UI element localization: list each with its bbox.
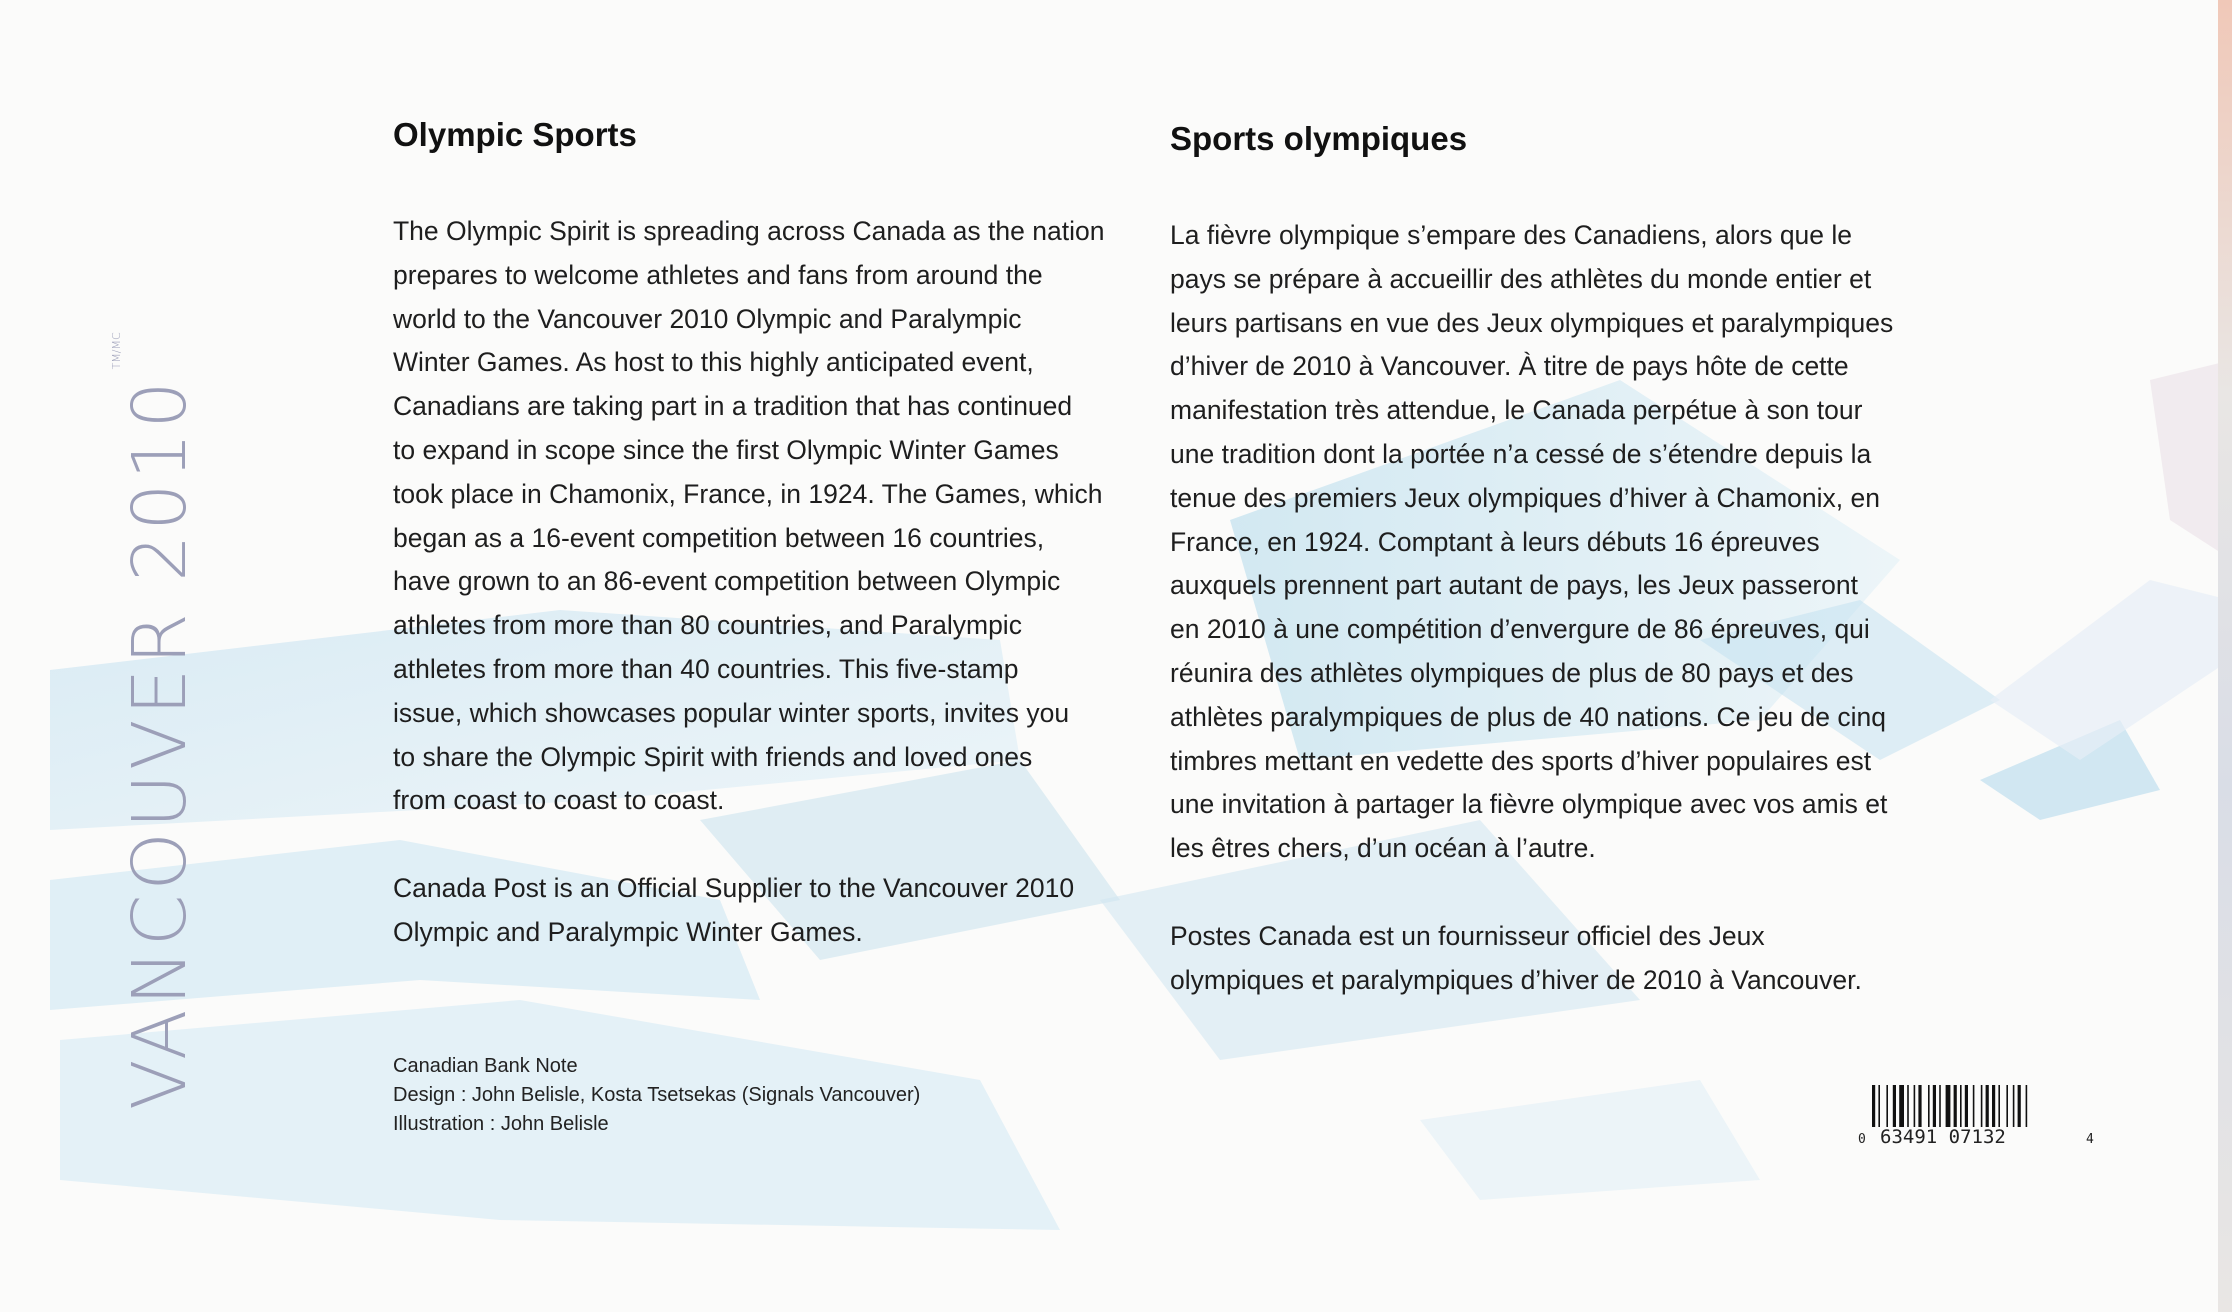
barcode-digits: 63491 07132: [1880, 1126, 2006, 1145]
english-body-line: to expand in scope since the first Olympic Winter Games: [393, 434, 1059, 465]
english-body-line: Winter Games. As host to this highly anticipated event,: [393, 347, 1034, 378]
english-column: [393, 116, 1153, 955]
english-body-line: began as a 16-event competition between 16 countries,: [393, 522, 1045, 553]
credits: [393, 1052, 920, 1139]
french-supplier-line: Postes Canada est un fournisseur officiel des Jeux: [1170, 920, 1765, 951]
vancouver-2010-logo: [110, 332, 210, 1110]
french-body-line: auxquels prennent part autant de pays, les Jeux passeront: [1170, 570, 1858, 601]
torn-edge: [2218, 0, 2232, 1312]
english-body-line: have grown to an 86-event competition between Olympic: [393, 566, 1061, 597]
english-body-line: Canadians are taking part in a tradition that has continued: [393, 391, 1073, 422]
french-supplier-note: [1170, 915, 1970, 1003]
english-body-line: from coast to coast to coast.: [393, 785, 725, 816]
barcode: [1858, 1085, 2094, 1145]
english-body-line: The Olympic Spirit is spreading across Canada as the nation: [393, 216, 1105, 246]
english-body-line: world to the Vancouver 2010 Olympic and Paralympic: [393, 303, 1022, 334]
design-credit: Design : John Belisle, Kosta Tsetsekas (Signals Vancouver): [393, 1084, 921, 1106]
french-body-line: en 2010 à une compétition d’envergure de 86 épreuves, qui: [1170, 614, 1870, 645]
printer-credit: Canadian Bank Note: [393, 1055, 578, 1077]
french-body-line: pays se prépare à accueillir des athlètes du monde entier et: [1170, 263, 1872, 294]
french-body-line: athlètes paralympiques de plus de 40 nations. Ce jeu de cinq: [1170, 701, 1886, 732]
barcode-left-digit: 0: [1858, 1132, 1866, 1145]
french-body-line: France, en 1924. Comptant à leurs débuts 16 épreuves: [1170, 526, 1820, 557]
french-body-line: leurs partisans en vue des Jeux olympiques et paralympiques: [1170, 307, 1894, 338]
english-body-line: took place in Chamonix, France, in 1924. The Games, which: [393, 478, 1103, 509]
english-body-line: athletes from more than 80 countries, and Paralympic: [393, 610, 1022, 641]
barcode-bars: [1872, 1085, 2027, 1127]
english-supplier-line: Canada Post is an Official Supplier to the Vancouver 2010: [393, 873, 1075, 904]
illustration-credit: Illustration : John Belisle: [393, 1113, 609, 1135]
french-body-line: réunira des athlètes olympiques de plus de 80 pays et des: [1170, 657, 1854, 688]
barcode-right-digit: 4: [2086, 1132, 2094, 1145]
english-supplier-line: Olympic and Paralympic Winter Games.: [393, 916, 863, 947]
english-body-line: issue, which showcases popular winter sports, invites you: [393, 697, 1070, 728]
french-body: [1170, 214, 1970, 871]
english-title: Olympic Sports: [393, 116, 637, 153]
french-supplier-line: olympiques et paralympiques d’hiver de 2010 à Vancouver.: [1170, 964, 1862, 995]
english-body: [393, 210, 1153, 823]
french-body-line: les êtres chers, d’un océan à l’autre.: [1170, 833, 1596, 864]
french-body-line: tenue des premiers Jeux olympiques d’hiver à Chamonix, en: [1170, 482, 1880, 513]
french-body-line: La fièvre olympique s’empare des Canadiens, alors que le: [1170, 220, 1853, 250]
trademark-mark: TM/MC: [110, 332, 123, 370]
english-body-line: athletes from more than 40 countries. This five-stamp: [393, 653, 1019, 684]
french-column: [1170, 120, 1970, 1003]
english-body-line: prepares to welcome athletes and fans from around the: [393, 259, 1043, 290]
french-title: Sports olympiques: [1170, 120, 1468, 157]
french-body-line: une tradition dont la portée n’a cessé de s’étendre depuis la: [1170, 438, 1872, 469]
french-body-line: d’hiver de 2010 à Vancouver. À titre de pays hôte de cette: [1170, 351, 1849, 382]
french-body-line: timbres mettant en vedette des sports d’hiver populaires est: [1170, 745, 1872, 776]
logo-text: VANCOUVER 2010: [117, 377, 203, 1110]
french-body-line: manifestation très attendue, le Canada perpétue à son tour: [1170, 395, 1863, 426]
french-body-line: une invitation à partager la fièvre olympique avec vos amis et: [1170, 789, 1888, 820]
english-body-line: to share the Olympic Spirit with friends and loved ones: [393, 741, 1033, 772]
english-supplier-note: [393, 867, 1153, 955]
